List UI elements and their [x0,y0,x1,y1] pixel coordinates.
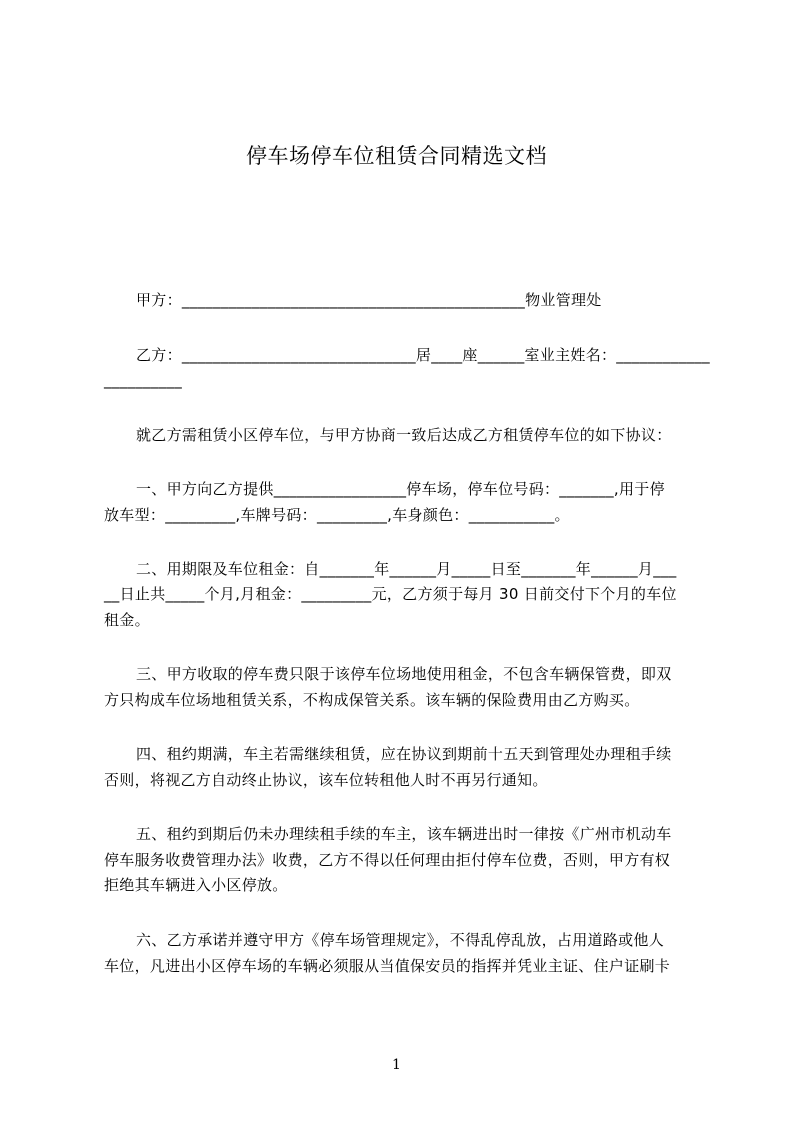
page-number: 1 [392,1057,401,1073]
clause-2-line-2: __日止共_____个月,月租金：_________元，乙方须于每月 30 日前交付下个月的车位 [104,585,677,603]
clause-1-line-2: 放车型：_________,车牌号码：_________,车身颜色：___________。 [104,506,570,524]
intro-paragraph: 就乙方需租赁小区停车位，与甲方协商一致后达成乙方租赁停车位的如下协议： [136,426,672,444]
clause-3-line-1: 三、甲方收取的停车费只限于该停车位场地使用租金，不包含车辆保管费，即双 [136,665,672,683]
clause-2-line-1: 二、用期限及车位租金：自_______年______月_____日至_______年______月___ [136,560,677,578]
clause-5-line-3: 拒绝其车辆进入小区停放。 [104,876,288,894]
clause-3-line-2: 方只构成车位场地租赁关系，不构成保管关系。该车辆的保险费用由乙方购买。 [104,691,640,709]
party-a-line: 甲方：____________________________________________物业管理处 [136,291,602,309]
clause-5-line-2: 停车服务收费管理办法》收费，乙方不得以任何理由拒付停车位费，否则，甲方有权 [104,851,671,869]
party-b-line-cont: __________ [104,371,182,389]
clause-1-line-1: 一、甲方向乙方提供_________________停车场，停车位号码：_______,用于停 [136,480,665,498]
clause-6-line-1: 六、乙方承诺并遵守甲方《停车场管理规定》，不得乱停乱放，占用道路或他人 [136,931,665,949]
clause-5-line-1: 五、租约到期后仍未办理续租手续的车主，该车辆进出时一律按《广州市机动车 [136,825,672,843]
clause-4-line-2: 否则，将视乙方自动终止协议，该车位转租他人时不再另行通知。 [104,771,548,789]
clause-2-line-3: 租金。 [104,611,150,629]
clause-6-line-2: 车位，凡进出小区停车场的车辆必须服从当值保安员的指挥并凭业主证、住户证刷卡 [104,957,671,975]
clause-4-line-1: 四、租约期满，车主若需继续租赁，应在协议到期前十五天到管理处办理租手续 [136,745,672,763]
party-b-line: 乙方：______________________________居____座______室业主姓名：____________ [136,346,710,364]
document-title: 停车场停车位租赁合同精选文档 [246,144,547,168]
